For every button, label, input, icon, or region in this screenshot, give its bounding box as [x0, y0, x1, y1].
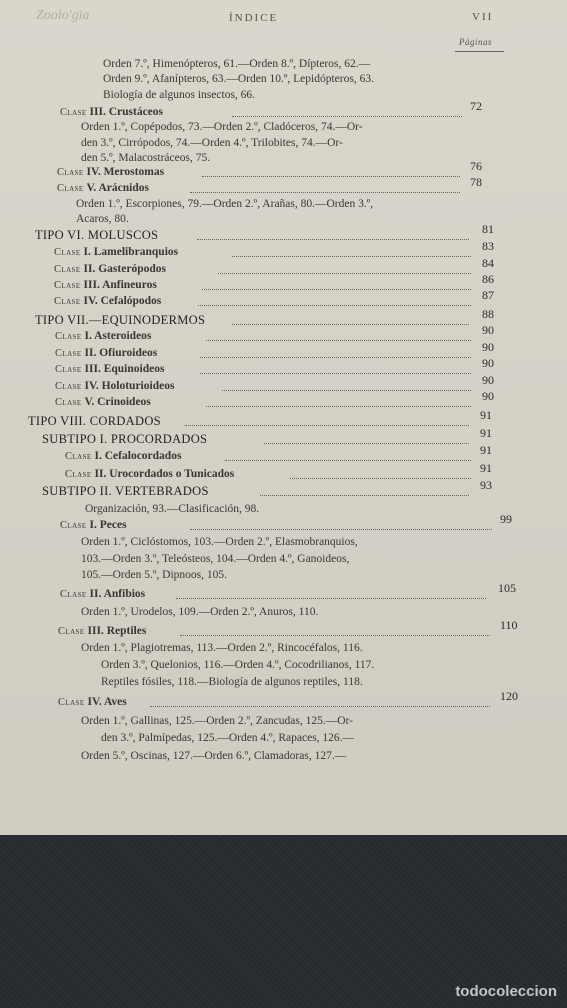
leader-dots — [225, 460, 471, 461]
entry-title: IV. Aves — [87, 696, 127, 708]
page-number: 93 — [480, 478, 492, 492]
leader-dots — [232, 116, 462, 117]
entry-text: Orden 1.º, Gallinas, 125.—Orden 2.º, Zancudas, 125.—Or- — [81, 715, 353, 727]
clase-label: Clase — [60, 520, 90, 531]
entry-text: TIPO VIII. CORDADOS — [28, 414, 161, 428]
clase-label: Clase — [57, 167, 87, 178]
page-number: 83 — [482, 239, 494, 253]
leader-dots — [206, 406, 471, 407]
entry-title: I. Cefalocordados — [94, 450, 182, 462]
entry-title: II. Gasterópodos — [83, 263, 166, 275]
page-number: 105 — [498, 581, 516, 595]
entry-text: den 5.º, Malacostráceos, 75. — [81, 152, 211, 164]
leader-dots — [202, 289, 471, 290]
entry-text: den 3.º, Palmípedas, 125.—Orden 4.º, Rapaces, 126.— — [101, 732, 355, 744]
page-number: 88 — [482, 307, 494, 321]
entry-text — [55, 362, 164, 377]
entry-title: II. Ofiuroideos — [84, 347, 158, 359]
entry-title: I. Peces — [89, 519, 127, 531]
page-number: 99 — [500, 512, 512, 526]
clase-label: Clase — [54, 247, 84, 258]
leader-dots — [150, 706, 490, 707]
handwritten-note: Zoolo'gia — [36, 8, 90, 23]
entry-text — [65, 449, 181, 464]
paginas-rule — [455, 51, 504, 52]
paginas-label: Páginas — [459, 37, 493, 47]
entry-text: Organización, 93.—Clasificación, 98. — [85, 503, 260, 515]
leader-dots — [290, 478, 471, 479]
page-number: 81 — [482, 222, 494, 236]
entry-text: SUBTIPO I. PROCORDADOS — [42, 432, 208, 446]
page-number: 78 — [470, 175, 482, 189]
page-number: 90 — [482, 340, 494, 354]
entry-text — [60, 587, 145, 602]
entry-text: Biología de algunos insectos, 66. — [103, 89, 256, 101]
entry-text: 103.—Orden 3.º, Teleósteos, 104.—Orden 4.º, Ganoideos, — [81, 553, 350, 565]
leader-dots — [180, 635, 490, 636]
clase-label: Clase — [55, 348, 85, 359]
clase-label: Clase — [55, 397, 85, 408]
leader-dots — [200, 373, 471, 374]
clase-label: Clase — [58, 697, 88, 708]
entry-text: Reptiles fósiles, 118.—Biología de algunos reptiles, 118. — [101, 676, 363, 688]
leader-dots — [190, 529, 492, 530]
clase-label: Clase — [55, 381, 85, 392]
entry-title: III. Reptiles — [87, 625, 147, 637]
entry-text — [60, 518, 127, 533]
entry-text — [54, 294, 161, 309]
clase-label: Clase — [54, 280, 84, 291]
clase-label: Clase — [55, 331, 85, 342]
entry-text — [54, 262, 166, 277]
page-number: 76 — [470, 159, 482, 173]
page-number: 90 — [482, 323, 494, 337]
entry-text: Orden 1.º, Plagiotremas, 113.—Orden 2.º, Rincocéfalos, 116. — [81, 642, 363, 654]
entry-title: III. Anfineuros — [83, 279, 157, 291]
clase-label: Clase — [65, 451, 95, 462]
entry-title: III. Equinoideos — [84, 363, 165, 375]
entry-title: V. Arácnidos — [86, 182, 149, 194]
entry-title: I. Lamelibranquios — [83, 246, 179, 258]
entry-text: Orden 5.º, Oscinas, 127.—Orden 6.º, Clamadoras, 127.— — [81, 750, 347, 762]
entry-text: Orden 1.º, Copépodos, 73.—Orden 2.º, Cladóceros, 74.—Or- — [81, 121, 363, 133]
entry-text — [58, 695, 127, 710]
entry-text: 105.—Orden 5.º, Dipnoos, 105. — [81, 569, 228, 581]
entry-text: Acaros, 80. — [76, 213, 129, 225]
leader-dots — [260, 495, 469, 496]
leader-dots — [222, 390, 471, 391]
page-number: 90 — [482, 389, 494, 403]
leader-dots — [218, 273, 471, 274]
entry-text: TIPO VI. MOLUSCOS — [35, 228, 159, 242]
entry-text: den 3.º, Cirrópodos, 74.—Orden 4.º, Trilobites, 74.—Or- — [81, 137, 343, 149]
leader-dots — [198, 305, 471, 306]
leader-dots — [190, 192, 460, 193]
entry-text — [54, 245, 178, 260]
leader-dots — [185, 425, 469, 426]
clase-label: Clase — [55, 364, 85, 375]
entry-text: SUBTIPO II. VERTEBRADOS — [42, 484, 209, 498]
entry-text: Orden 1.º, Ciclóstomos, 103.—Orden 2.º, Elasmobranquios, — [81, 536, 358, 548]
leader-dots — [202, 176, 460, 177]
leader-dots — [200, 357, 471, 358]
entry-text: Orden 1.º, Urodelos, 109.—Orden 2.º, Anuros, 110. — [81, 606, 319, 618]
page-number: 87 — [482, 288, 494, 302]
entry-title: IV. Cefalópodos — [83, 295, 162, 307]
entry-title: IV. Holoturioideos — [84, 380, 175, 392]
page-number: 120 — [500, 689, 518, 703]
clase-label: Clase — [65, 469, 95, 480]
entry-text — [58, 624, 146, 639]
entry-text — [55, 329, 151, 344]
leader-dots — [206, 340, 471, 341]
entry-text: Orden 1.º, Escorpiones, 79.—Orden 2.º, Arañas, 80.—Orden 3.º, — [76, 198, 374, 210]
page-number: 91 — [480, 426, 492, 440]
page-number: 110 — [500, 618, 518, 632]
leader-dots — [197, 239, 469, 240]
leader-dots — [232, 324, 469, 325]
page-number: 90 — [482, 373, 494, 387]
entry-text — [60, 105, 163, 120]
entry-title: II. Urocordados o Tunicados — [94, 468, 235, 480]
clase-label: Clase — [54, 264, 84, 275]
entry-text: Orden 9.º, Afanípteros, 63.—Orden 10.º, Lepidópteros, 63. — [103, 73, 374, 85]
page-number: 72 — [470, 99, 482, 113]
page-number: 91 — [480, 461, 492, 475]
entry-title: II. Anfibios — [89, 588, 146, 600]
leader-dots — [176, 598, 486, 599]
entry-text: Orden 3.º, Quelonios, 116.—Orden 4.º, Cocodrilianos, 117. — [101, 659, 375, 671]
entry-title: V. Crinoideos — [84, 396, 151, 408]
entry-title: IV. Merostomas — [86, 166, 165, 178]
leader-dots — [232, 256, 471, 257]
page-number: 90 — [482, 356, 494, 370]
page-number: 91 — [480, 443, 492, 457]
entry-text — [57, 181, 149, 196]
leader-dots — [264, 443, 469, 444]
entry-text — [55, 379, 174, 394]
entry-text: TIPO VII.—EQUINODERMOS — [35, 313, 206, 327]
watermark: todocoleccion — [455, 983, 557, 1000]
page-header-title: ÍNDICE — [229, 12, 279, 24]
clase-label: Clase — [58, 626, 88, 637]
entry-text — [55, 346, 157, 361]
entry-title: I. Asteroideos — [84, 330, 152, 342]
clase-label: Clase — [60, 589, 90, 600]
entry-text: Orden 7.º, Himenópteros, 61.—Orden 8.º, Dípteros, 62.— — [103, 58, 371, 70]
page-number: 86 — [482, 272, 494, 286]
clase-label: Clase — [54, 296, 84, 307]
entry-title: III. Crustáceos — [89, 106, 164, 118]
clase-label: Clase — [57, 183, 87, 194]
page-number: 84 — [482, 256, 494, 270]
entry-text — [55, 395, 151, 410]
page-number: 91 — [480, 408, 492, 422]
entry-text — [54, 278, 157, 293]
page-number-roman: VII — [472, 11, 494, 23]
clase-label: Clase — [60, 107, 90, 118]
entry-text — [57, 165, 164, 180]
entry-text — [65, 467, 234, 482]
